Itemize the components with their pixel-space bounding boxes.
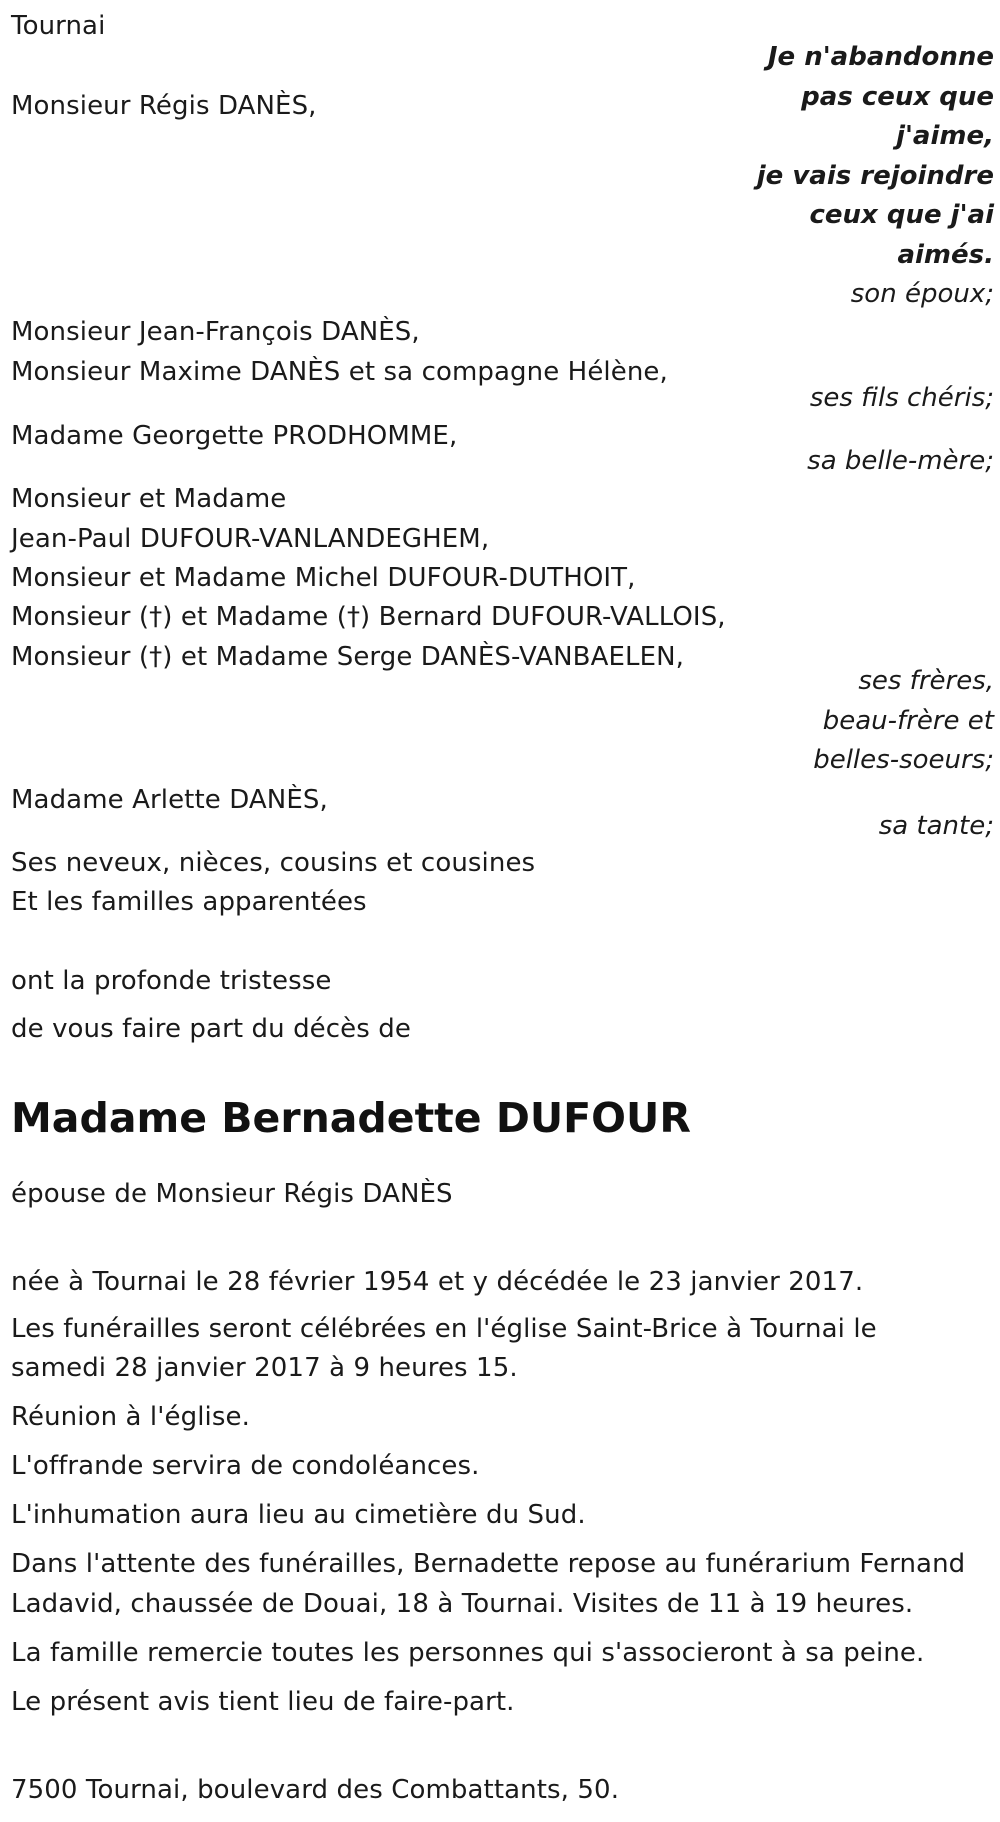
relatives-line: Et les familles apparentées xyxy=(11,887,367,917)
detail-line: Réunion à l'église. xyxy=(11,1402,250,1432)
detail-line: Le présent avis tient lieu de faire-part. xyxy=(11,1687,515,1717)
detail-line: Les funérailles seront célébrées en l'église Saint-Brice à Tournai le xyxy=(11,1314,877,1344)
siblings-role: belles-soeurs; xyxy=(813,745,994,775)
detail-line: samedi 28 janvier 2017 à 9 heures 15. xyxy=(11,1353,518,1383)
sons-role: ses fils chéris; xyxy=(809,383,994,413)
relatives-line: Ses neveux, nièces, cousins et cousines xyxy=(11,848,536,878)
mother-in-law-role: sa belle-mère; xyxy=(807,446,994,476)
sibling-name: Monsieur et Madame xyxy=(11,484,287,514)
deceased-name: Madame Bernadette DUFOUR xyxy=(11,1094,691,1142)
aunt-name: Madame Arlette DANÈS, xyxy=(11,785,328,815)
siblings-role: beau-frère et xyxy=(822,706,994,736)
farewell-quote xyxy=(754,38,994,275)
deceased-spouse: épouse de Monsieur Régis DANÈS xyxy=(11,1179,453,1209)
address: 7500 Tournai, boulevard des Combattants, 50. xyxy=(11,1775,620,1805)
spouse-name: Monsieur Régis DANÈS, xyxy=(11,91,317,121)
quote-line: ceux que j'ai xyxy=(809,200,994,230)
sibling-name: Jean-Paul DUFOUR-VANLANDEGHEM, xyxy=(11,524,490,554)
mother-in-law-name: Madame Georgette PRODHOMME, xyxy=(11,421,458,451)
announcement-line: de vous faire part du décès de xyxy=(11,1014,411,1044)
quote-line: Je n'abandonne xyxy=(767,42,994,72)
siblings-role: ses frères, xyxy=(858,666,994,696)
detail-line: L'offrande servira de condoléances. xyxy=(11,1451,480,1481)
sibling-name: Monsieur (†) et Madame Serge DANÈS-VANBAELEN, xyxy=(11,642,685,672)
detail-line: La famille remercie toutes les personnes qui s'associeront à sa peine. xyxy=(11,1638,925,1668)
announcement-line: ont la profonde tristesse xyxy=(11,966,332,996)
detail-line: née à Tournai le 28 février 1954 et y décédée le 23 janvier 2017. xyxy=(11,1267,864,1297)
detail-line: L'inhumation aura lieu au cimetière du Sud. xyxy=(11,1500,586,1530)
son-name: Monsieur Jean-François DANÈS, xyxy=(11,317,420,347)
son-name: Monsieur Maxime DANÈS et sa compagne Hélène, xyxy=(11,357,668,387)
detail-line: Dans l'attente des funérailles, Bernadette repose au funérarium Fernand xyxy=(11,1549,966,1579)
sibling-name: Monsieur et Madame Michel DUFOUR-DUTHOIT, xyxy=(11,563,636,593)
spouse-role: son époux; xyxy=(850,279,994,309)
quote-line: j'aime, xyxy=(896,121,994,151)
quote-line: pas ceux que xyxy=(801,81,994,112)
sibling-name: Monsieur (†) et Madame (†) Bernard DUFOUR-VALLOIS, xyxy=(11,602,726,632)
quote-line: aimés. xyxy=(897,239,994,270)
detail-line: Ladavid, chaussée de Douai, 18 à Tournai. Visites de 11 à 19 heures. xyxy=(11,1589,914,1619)
location-heading: Tournai xyxy=(11,11,106,41)
quote-line: je vais rejoindre xyxy=(756,160,994,191)
aunt-role: sa tante; xyxy=(878,811,994,841)
